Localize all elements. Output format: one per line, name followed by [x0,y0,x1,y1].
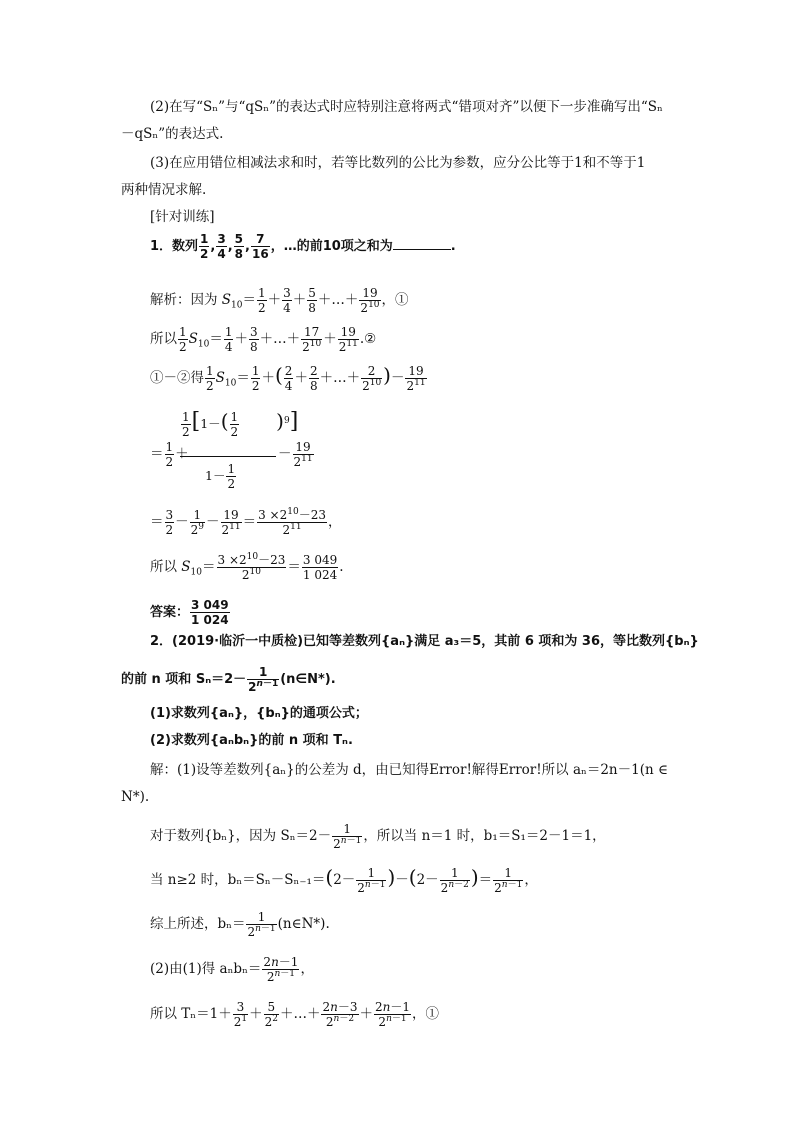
problem-1-question: 1．数列 $\frac{1}{2}$ , $\frac{3}{4}$ , $\frac{5}{8}$ , $\frac{7}{16}$ ，…的前10项之和为 . [150,232,456,261]
analysis-line-1: 解析：因为 $S_{10}=$ $\frac{1}{2}$ ＋ $\frac{3}{4}$ ＋ $\frac{5}{8}$ ＋…＋ $\frac{19}{2^{10}}$ ，① [150,286,409,315]
solution-line-2: 对于数列{bₙ}，因为 Sₙ＝2－ $\frac{1}{2^{n-1}}$ ，所以当 n＝1 时，b₁＝S₁＝2－1＝1， [150,822,606,851]
answer-line: 答案： $\frac{3 049}{1 024}$ [150,598,229,627]
analysis-line-3: ①－②得 $\frac{1}{2}$ $S_{10}=$ $\frac{1}{2}$ ＋( $\frac{2}{4}$ ＋ $\frac{2}{8}$ ＋…＋ $\frac{2}{2^{10}}$ )－ $\frac{19}{2^{11}}$ [150,363,426,393]
problem-2-line-1: 2．(2019·临沂一中质检)已知等差数列{aₙ}满足 a₃＝5，其前 6 项和为 36，等比数列{bₙ} [150,634,699,649]
solution-line-1: 解：(1)设等差数列{aₙ}的公差为 d，由已知得Error!解得Error!所以 aₙ＝2n－1(n ∈ [150,762,668,778]
analysis-line-6: 所以 $S_{10}=$ $\frac{3 \times 2^{10}-23}{2^{10}}$ ＝ $\frac{3 049}{1 024}$ . [150,552,344,582]
problem-2-part-1: (1)求数列{aₙ}，{bₙ}的通项公式； [150,706,368,721]
analysis-line-2: 所以 $\frac{1}{2}$ $S_{10}=$ $\frac{1}{4}$ ＋ $\frac{3}{8}$ ＋…＋ $\frac{17}{2^{10}}$ ＋ $\frac{19}{2^{11}}$ .② [150,325,377,354]
solution-line-3: 当 n≥2 时，bₙ＝Sₙ－Sₙ₋₁＝(2－ $\frac{1}{2^{n-1}}$ )－(2－ $\frac{1}{2^{n-2}}$ )＝ $\frac{1}{2^{n-1}}$ ， [150,865,538,895]
analysis-line-5: ＝ $\frac{3}{2}$ － $\frac{1}{2^9}$ － $\frac{19}{2^{11}}$ ＝ $\frac{3 \times 2^{10}-23}{2^{11}}$ ， [150,507,342,537]
note-2: (2)在写“Sₙ”与“qSₙ”的表达式时应特别注意将两式“错项对齐”以便下一步准确写出“Sₙ [150,99,663,115]
note-3-cont: 两种情况求解. [121,182,207,198]
section-label: [针对训练] [150,209,215,225]
problem-2-part-2: (2)求数列{aₙbₙ}的前 n 项和 Tₙ. [150,733,353,748]
problem-2-line-2: 的前 n 项和 Sₙ＝2－ $\frac{1}{2^{n-1}}$ (n∈N*). [121,665,336,694]
answer-blank[interactable] [393,235,451,250]
solution-tn: 所以 Tₙ＝1＋ $\frac{3}{2^1}$ ＋ $\frac{5}{2^2}$ ＋…＋ $\frac{2n-3}{2^{n-2}}$ ＋ $\frac{2n-1}{2^{n-1}}$ ，① [150,1000,440,1029]
solution-line-1b: N*). [121,789,150,805]
note-3: (3)在应用错位相减法求和时，若等比数列的公比为参数，应分公比等于1和不等于1 [150,155,646,171]
note-2-cont: －qSₙ”的表达式. [121,126,224,142]
solution-part-2: (2)由(1)得 aₙbₙ＝ $\frac{2n-1}{2^{n-1}}$ ， [150,955,314,984]
solution-summary: 综上所述，bₙ＝ $\frac{1}{2^{n-1}}$ (n∈N*). [150,910,330,939]
